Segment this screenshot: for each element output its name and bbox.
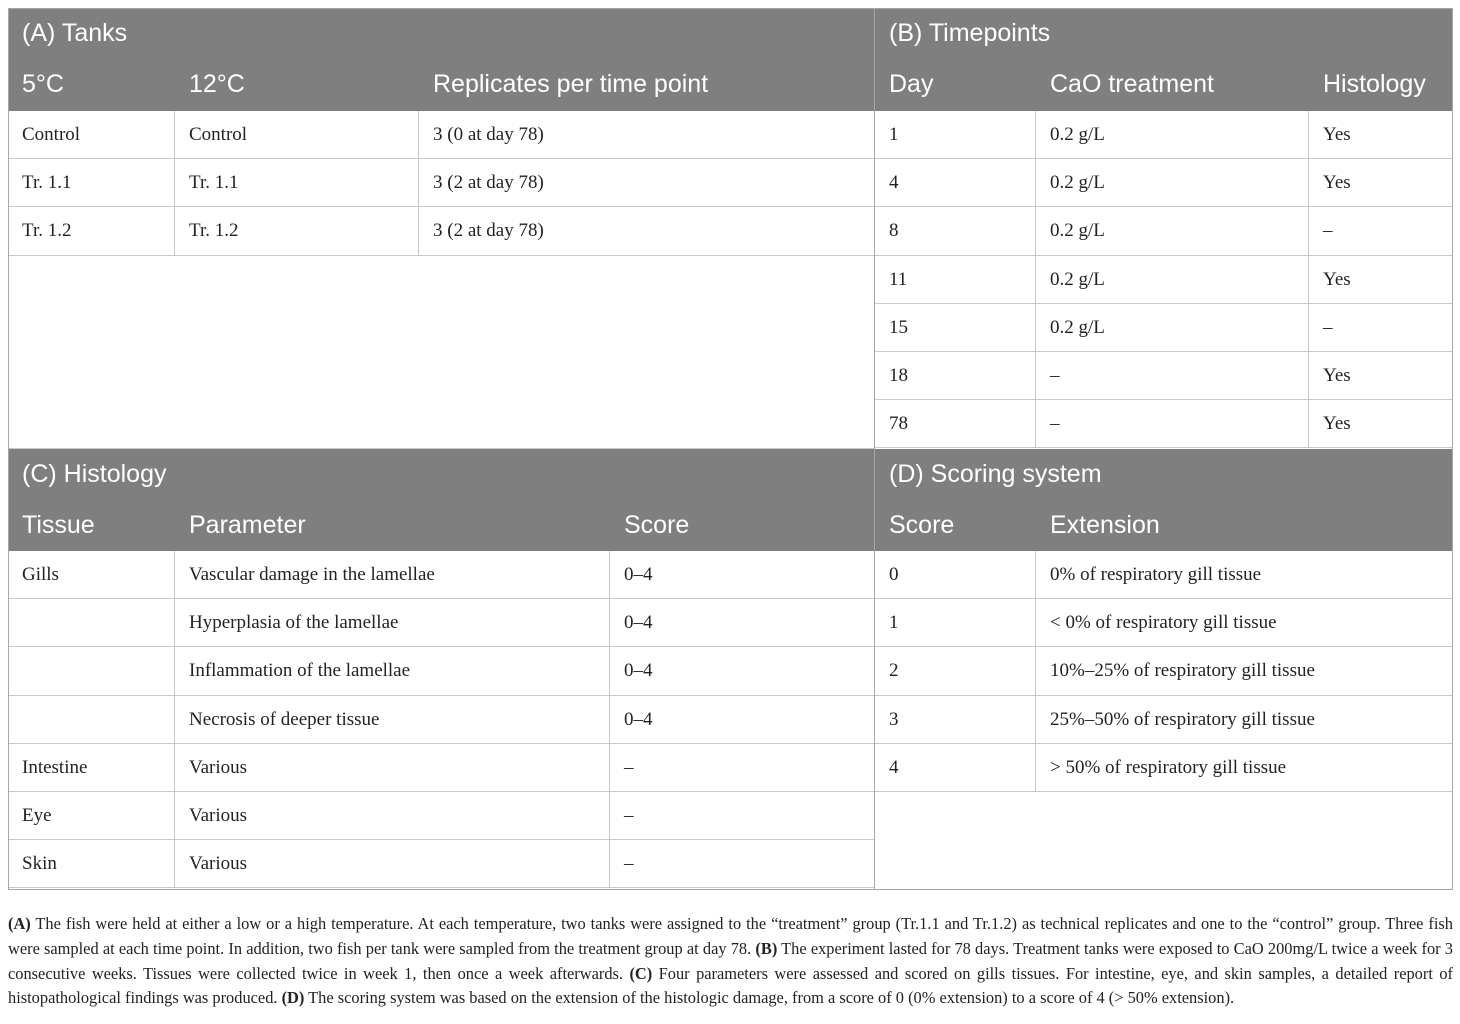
panel-b-cell: 0.2 g/L xyxy=(1036,304,1309,352)
panel-a-cell: Control xyxy=(175,111,419,159)
caption-b-text: The experiment lasted for 78 days. Treatment tanks were exposed to CaO 200mg/L twice a week for 3 consecutive weeks. Tissues were collected twice in week 1, then once a week afterwards. xyxy=(8,938,1453,983)
panel-b-cell: Yes xyxy=(1309,400,1453,448)
panel-a-header: Replicates per time point xyxy=(419,59,875,111)
panel-c-cell: Skin xyxy=(8,840,175,888)
panel-c-cell: 0–4 xyxy=(610,599,875,647)
panel-b-cell: 8 xyxy=(875,207,1036,255)
panel-d-cell: 1 xyxy=(875,599,1036,647)
panel-a-cell: 3 (2 at day 78) xyxy=(419,159,875,207)
panel-a-header: 12°C xyxy=(175,59,419,111)
panel-c-cell: Vascular damage in the lamellae xyxy=(175,551,610,599)
panel-b-cell: – xyxy=(1309,304,1453,352)
panel-a-cell: Tr. 1.2 xyxy=(8,207,175,255)
panel-c-cell xyxy=(8,696,175,744)
panel-d-cell: > 50% of respiratory gill tissue xyxy=(1036,744,1453,792)
panel-b-header: Day xyxy=(875,59,1036,111)
panel-d-cell: < 0% of respiratory gill tissue xyxy=(1036,599,1453,647)
panel-d-cell: 2 xyxy=(875,647,1036,695)
panel-d-cell: 3 xyxy=(875,696,1036,744)
panel-c-cell: 0–4 xyxy=(610,551,875,599)
panel-a-cell: Tr. 1.2 xyxy=(175,207,419,255)
panel-b-cell: Yes xyxy=(1309,159,1453,207)
caption-c-text: Four parameters were assessed and scored on gills tissues. For intestine, eye, and skin samples, a detailed report of histopathological findings was produced. xyxy=(8,963,1453,1008)
caption-d-label: (D) xyxy=(281,988,305,1008)
panel-b-cell: – xyxy=(1036,400,1309,448)
panel-b-cell: 78 xyxy=(875,400,1036,448)
panel-d-cell: 10%–25% of respiratory gill tissue xyxy=(1036,647,1453,695)
caption-a-label: (A) xyxy=(8,914,31,934)
panel-b-title: (B) Timepoints xyxy=(875,8,1453,59)
panel-b-cell: Yes xyxy=(1309,111,1453,159)
panel-a-cell: Tr. 1.1 xyxy=(8,159,175,207)
panel-b-cell: Yes xyxy=(1309,256,1453,304)
caption-b-label: (B) xyxy=(755,938,778,958)
panel-b-cell: 0.2 g/L xyxy=(1036,159,1309,207)
panel-d-cell: 4 xyxy=(875,744,1036,792)
panel-a-title: (A) Tanks xyxy=(8,8,875,59)
panel-b-cell: – xyxy=(1036,352,1309,400)
panel-c-header: Parameter xyxy=(175,500,610,551)
panel-b-cell: Yes xyxy=(1309,352,1453,400)
panel-a-cell: 3 (0 at day 78) xyxy=(419,111,875,159)
panel-b-cell: 0.2 g/L xyxy=(1036,111,1309,159)
panel-b-cell: 0.2 g/L xyxy=(1036,207,1309,255)
panel-b-cell: 4 xyxy=(875,159,1036,207)
panel-d-cell: 0% of respiratory gill tissue xyxy=(1036,551,1453,599)
panel-c-cell: Eye xyxy=(8,792,175,840)
panel-d-header: Score xyxy=(875,500,1036,551)
panel-c-cell: Inflammation of the lamellae xyxy=(175,647,610,695)
panel-c-cell xyxy=(8,599,175,647)
panel-a-cell: Tr. 1.1 xyxy=(175,159,419,207)
panel-c-cell: – xyxy=(610,840,875,888)
panel-b-cell: 18 xyxy=(875,352,1036,400)
panel-c-title: (C) Histology xyxy=(8,449,875,500)
panel-c-cell xyxy=(8,647,175,695)
caption-d-text: The scoring system was based on the extension of the histologic damage, from a score of 0 (0% extension) to a score of 4 (> 50% extension). xyxy=(304,988,1235,1008)
panel-b-cell: – xyxy=(1309,207,1453,255)
panel-c-cell: Various xyxy=(175,792,610,840)
caption-a-text: The fish were held at either a low or a high temperature. At each temperature, two tanks were assigned to the “treatment” group (Tr.1.1 and Tr.1.2) as technical replicates and one to the “control” group. Three fish were sampled at each time point. In addition, two fish per tank were sampled from the treatment group at day 78. xyxy=(8,914,1453,958)
panel-c-cell: Hyperplasia of the lamellae xyxy=(175,599,610,647)
panel-separator-vertical xyxy=(874,8,875,890)
panel-d-cell: 25%–50% of respiratory gill tissue xyxy=(1036,696,1453,744)
caption-c-label: (C) xyxy=(629,963,653,983)
panel-c-cell: Various xyxy=(175,744,610,792)
panel-b-cell: 11 xyxy=(875,256,1036,304)
panel-c-cell: 0–4 xyxy=(610,647,875,695)
panel-d-header: Extension xyxy=(1036,500,1453,551)
panel-d-cell: 0 xyxy=(875,551,1036,599)
panel-c-cell: Various xyxy=(175,840,610,888)
table-grid xyxy=(8,8,1453,890)
panel-a-header: 5°C xyxy=(8,59,175,111)
panel-b-cell: 1 xyxy=(875,111,1036,159)
panel-c-header: Score xyxy=(610,500,875,551)
panel-a-cell: 3 (2 at day 78) xyxy=(419,207,875,255)
panel-d-empty-area xyxy=(875,792,1453,890)
panel-b-cell: 0.2 g/L xyxy=(1036,256,1309,304)
panel-c-cell: Gills xyxy=(8,551,175,599)
panel-b-header: CaO treatment xyxy=(1036,59,1309,111)
panel-b-header: Histology xyxy=(1309,59,1453,111)
panel-c-cell: – xyxy=(610,744,875,792)
panel-c-cell: – xyxy=(610,792,875,840)
panel-c-header: Tissue xyxy=(8,500,175,551)
panel-a-cell: Control xyxy=(8,111,175,159)
panel-c-cell: Necrosis of deeper tissue xyxy=(175,696,610,744)
panel-d-title: (D) Scoring system xyxy=(875,449,1453,500)
table-caption xyxy=(8,912,1453,1010)
panel-b-cell: 15 xyxy=(875,304,1036,352)
panel-a-empty-area xyxy=(8,256,875,449)
panel-c-cell: 0–4 xyxy=(610,696,875,744)
panel-c-cell: Intestine xyxy=(8,744,175,792)
